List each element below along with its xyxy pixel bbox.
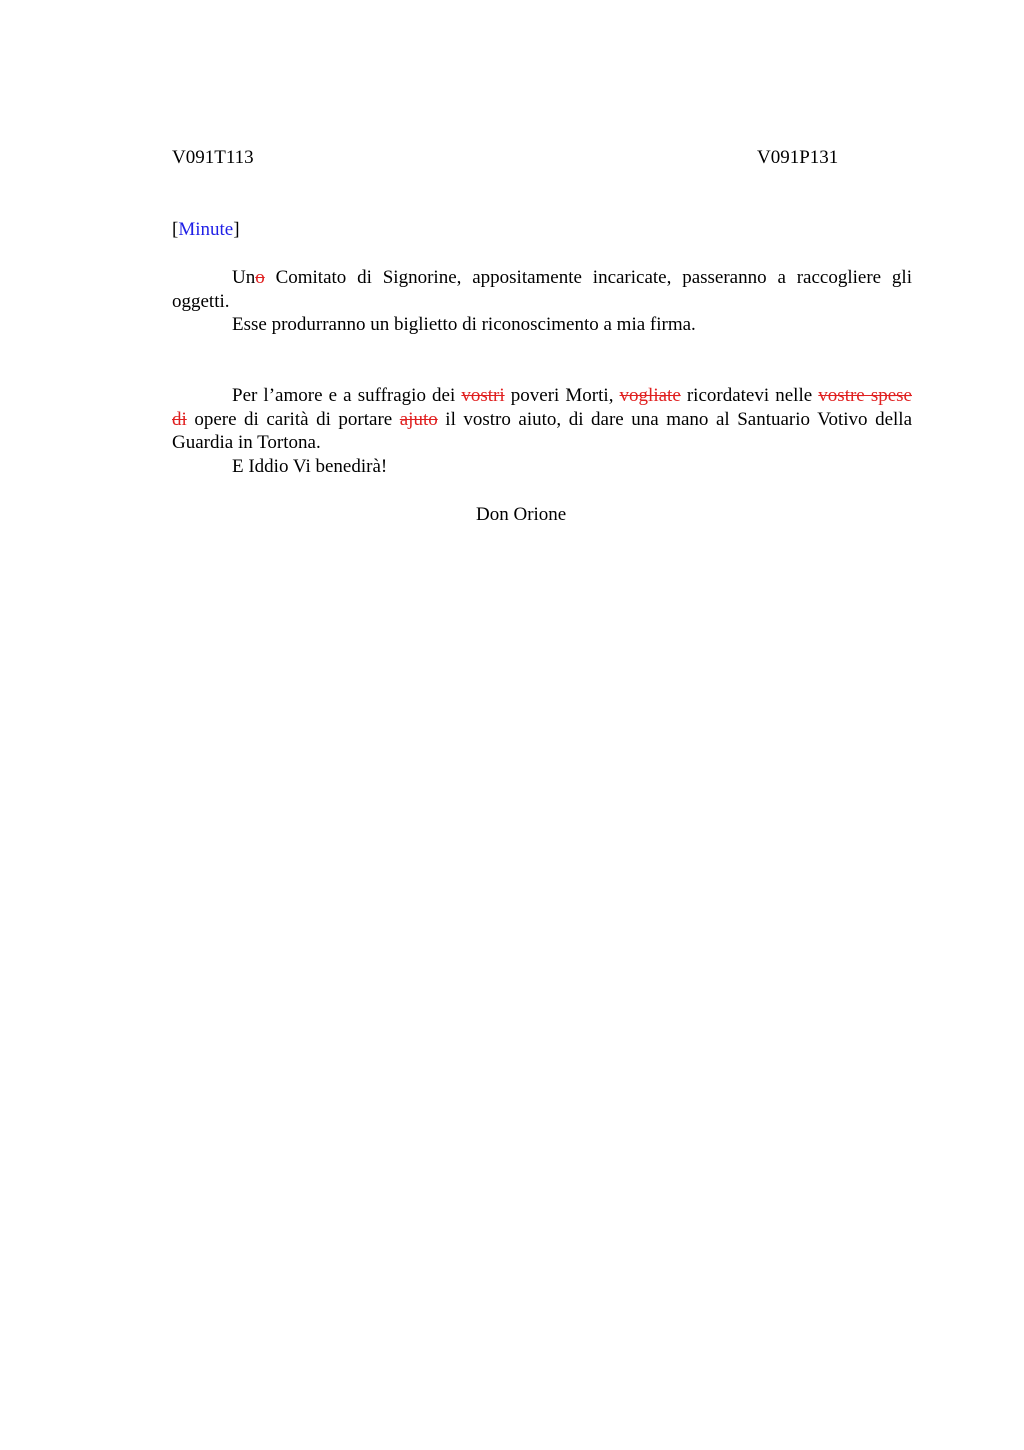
paragraph-blessing	[172, 455, 912, 479]
deleted-text: o	[255, 267, 265, 288]
bracket-close: ]	[233, 219, 240, 240]
document-reference-right: V091P131	[757, 147, 839, 168]
paragraph-appeal	[172, 384, 912, 455]
deleted-text: vostri	[461, 385, 505, 406]
deleted-text: ajuto	[399, 408, 438, 430]
body-block-collection	[172, 266, 912, 337]
body-block-appeal	[172, 384, 912, 478]
paragraph-ticket	[172, 313, 912, 337]
text-run: ricordatevi nelle	[680, 385, 819, 406]
text-run: opere di carità di portare	[186, 408, 400, 430]
bracket-open: [	[172, 219, 179, 240]
paragraph-committee	[172, 266, 912, 313]
document-reference-left: V091T113	[172, 147, 254, 168]
signature: Don Orione	[476, 504, 567, 525]
text-run: Per l’amore e a suffragio dei	[232, 385, 462, 406]
text-run: E Iddio Vi benedirà!	[232, 455, 388, 477]
deleted-text: vogliate	[619, 385, 681, 406]
section-label-word: Minute	[178, 219, 234, 240]
text-run: Comitato di Signorine, appositamente incaricate, passeranno a raccogliere gli oggetti.	[172, 267, 912, 312]
text-run: Esse produrranno un biglietto di riconoscimento a mia firma.	[232, 314, 696, 335]
section-label	[172, 218, 240, 242]
text-run: Un	[232, 267, 256, 288]
text-run: poveri Morti,	[504, 385, 620, 406]
deleted-text: vostre spese di	[172, 385, 912, 430]
text-run: il vostro aiuto, di dare una mano al Santuario Votivo della Guardia in Tortona.	[172, 408, 913, 453]
